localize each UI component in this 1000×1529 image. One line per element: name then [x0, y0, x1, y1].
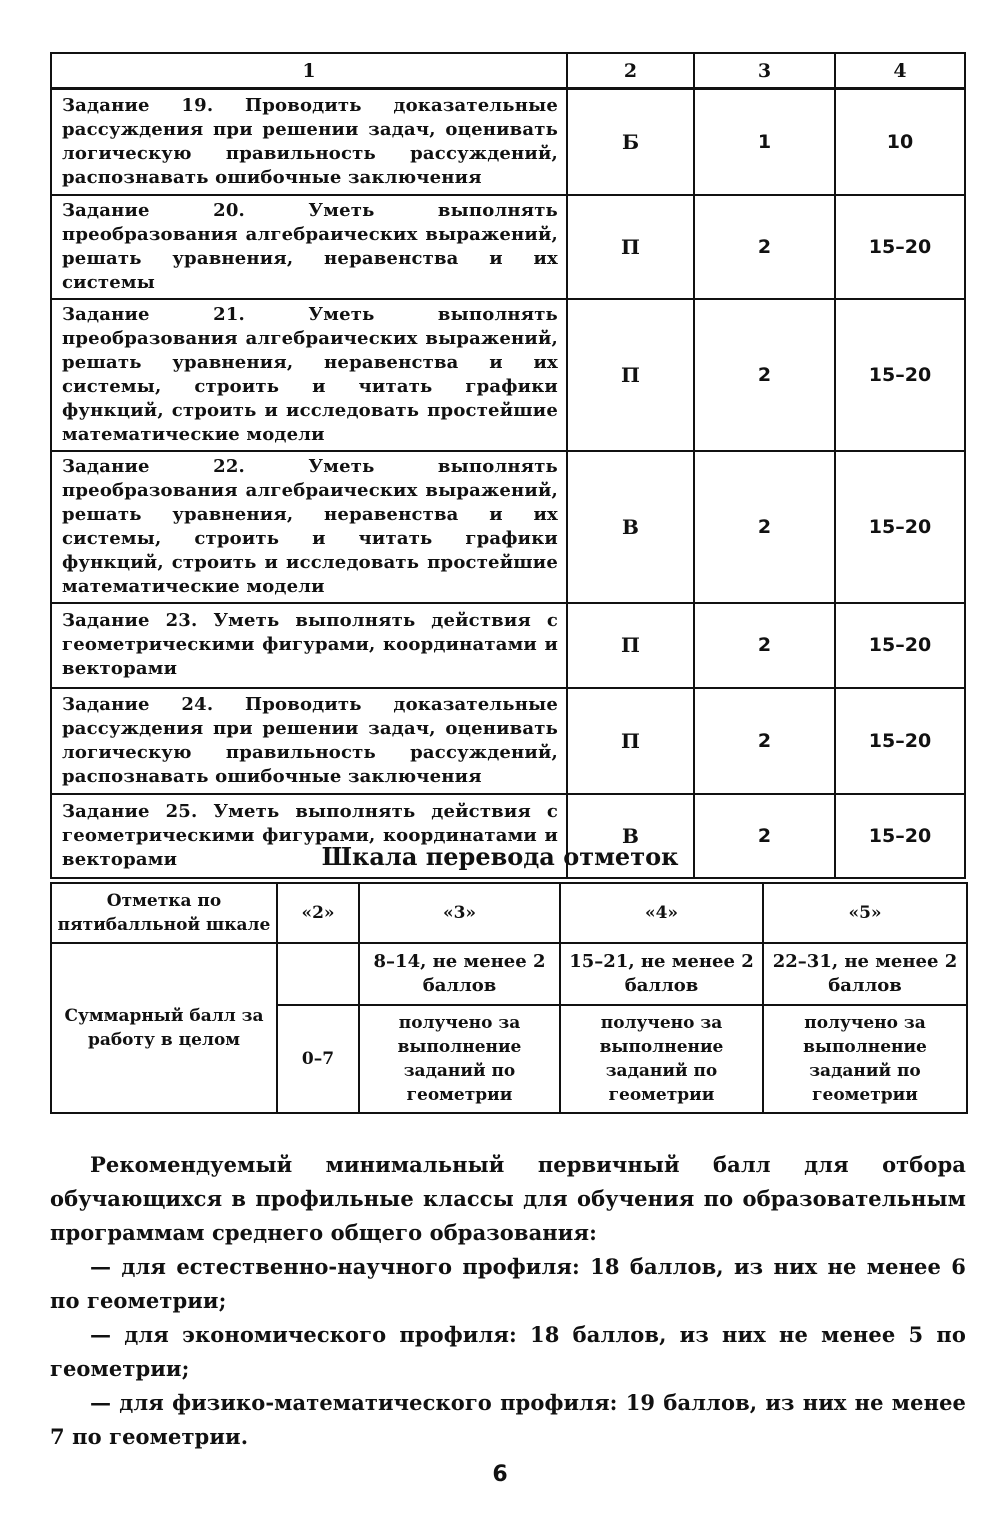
task-time: 15–20 [835, 688, 965, 794]
column-header: 4 [835, 53, 965, 89]
task-text: Уметь выполнять преобразования алгебраических выражений, решать уравнения, неравенства и их системы, строить и читать графики функций, строить и исследовать простейшие математические модели [62, 455, 558, 597]
task-text: Уметь выполнять преобразования алгебраических выражений, решать уравнения, неравенства и их системы, строить и читать графики функций, строить и исследовать простейшие математические модели [62, 303, 558, 445]
task-time: 10 [835, 89, 965, 195]
table-row [51, 89, 965, 195]
threshold-cell: 22–31, не менее 2 баллов [763, 943, 967, 1005]
grade-2-range: 0–7 [277, 1005, 359, 1113]
tasks-table-header [51, 53, 965, 89]
task-points: 2 [694, 794, 835, 878]
grade-header: «4» [560, 883, 763, 943]
task-label: Задание 24. [62, 693, 214, 715]
column-header: 3 [694, 53, 835, 89]
task-time: 15–20 [835, 794, 965, 878]
task-points: 2 [694, 195, 835, 299]
task-points: 2 [694, 299, 835, 451]
task-text: Проводить доказательные рассуждения при решении задач, оценивать логическую правильность рассуждений, распознавать ошибочные заключения [62, 693, 558, 787]
list-item: — для экономического профиля: 18 баллов, из них не менее 5 по геометрии; [50, 1322, 966, 1381]
threshold-cell: 15–21, не менее 2 баллов [560, 943, 763, 1005]
threshold-cell: 8–14, не менее 2 баллов [359, 943, 560, 1005]
task-level: П [567, 195, 694, 299]
task-points: 1 [694, 89, 835, 195]
task-description [51, 451, 567, 603]
empty-cell [277, 943, 359, 1005]
task-text: Уметь выполнять действия с геометрическими фигурами, координатами и векторами [62, 610, 558, 679]
task-label: Задание 19. [62, 94, 214, 116]
column-header: 2 [567, 53, 694, 89]
list-item: — для естественно-научного профиля: 18 баллов, из них не менее 6 по геометрии; [50, 1254, 966, 1313]
table-row [51, 688, 965, 794]
task-points: 2 [694, 603, 835, 688]
table-row [51, 883, 967, 943]
task-level: П [567, 603, 694, 688]
task-description [51, 195, 567, 299]
grade-scale-table [50, 882, 968, 1114]
task-level: В [567, 794, 694, 878]
table-row [51, 603, 965, 688]
section-title: Шкала перевода отметок [321, 842, 679, 871]
task-time: 15–20 [835, 451, 965, 603]
table-row [51, 195, 965, 299]
table-row [51, 943, 967, 1005]
task-label: Задание 23. [62, 610, 198, 631]
geometry-note: получено за выполнение заданий по геометрии [560, 1005, 763, 1113]
task-text: Уметь выполнять действия с геометрическими фигурами, координатами и векторами [62, 800, 558, 870]
table-row [51, 451, 965, 603]
geometry-note: получено за выполнение заданий по геометрии [763, 1005, 967, 1113]
column-header: 1 [51, 53, 567, 89]
task-level: П [567, 688, 694, 794]
task-points: 2 [694, 451, 835, 603]
task-level: П [567, 299, 694, 451]
geometry-note: получено за выполнение заданий по геометрии [359, 1005, 560, 1113]
task-text: Уметь выполнять преобразования алгебраических выражений, решать уравнения, неравенства и их системы [62, 199, 558, 293]
list-item: — для физико-математического профиля: 19 баллов, из них не менее 7 по геометрии. [50, 1390, 966, 1449]
task-label: Задание 21. [62, 303, 246, 325]
task-time: 15–20 [835, 603, 965, 688]
task-level: Б [567, 89, 694, 195]
task-description [51, 299, 567, 451]
task-level: В [567, 451, 694, 603]
task-text: Проводить доказательные рассуждения при решении задач, оценивать логическую правильность рассуждений, распознавать ошибочные заключения [62, 94, 558, 188]
grade-header: «2» [277, 883, 359, 943]
task-label: Задание 20. [62, 199, 246, 221]
task-time: 15–20 [835, 299, 965, 451]
task-description [51, 89, 567, 195]
grade-scale-label: Отметка по пятибалльной шкале [51, 883, 277, 943]
table-row [51, 299, 965, 451]
grade-header: «3» [359, 883, 560, 943]
task-time: 15–20 [835, 195, 965, 299]
task-description [51, 603, 567, 688]
intro-paragraph: Рекомендуемый минимальный первичный балл для отбора обучающихся в профильные классы для обучения по образовательным программам среднего общего образования: [50, 1152, 966, 1245]
task-description [51, 688, 567, 794]
task-points: 2 [694, 688, 835, 794]
tasks-table [50, 52, 966, 879]
total-score-label: Суммарный балл за работу в целом [51, 943, 277, 1113]
page-number: 6 [492, 1462, 508, 1487]
task-label: Задание 25. [62, 800, 198, 822]
grade-header: «5» [763, 883, 967, 943]
task-label: Задание 22. [62, 455, 246, 477]
